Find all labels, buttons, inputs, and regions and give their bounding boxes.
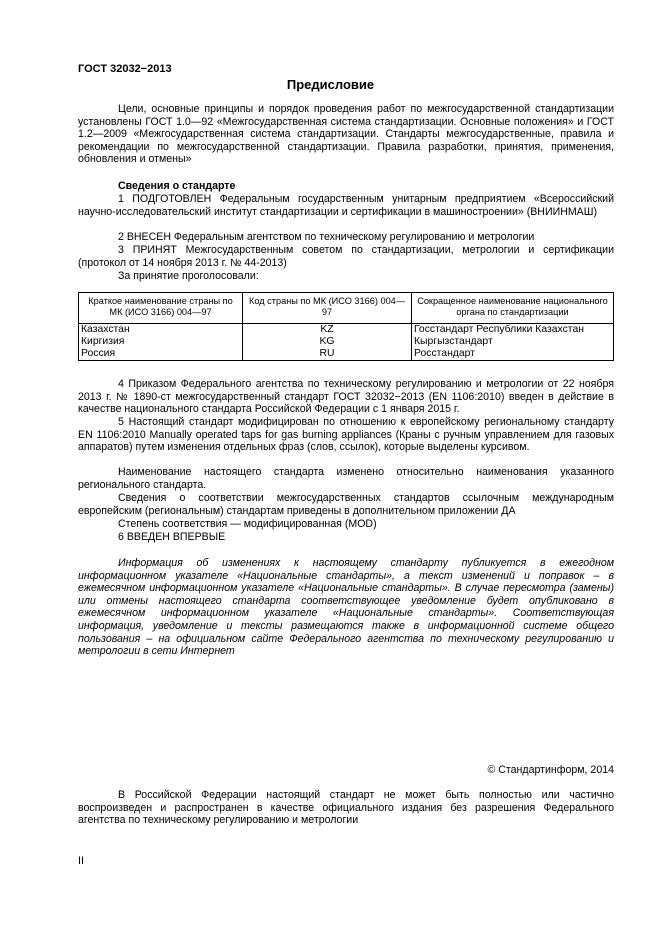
item-5-paragraph: 5 Настоящий стандарт модифицирован по отношению к европейскому региональному стандарту EN 1106:2010 Manually operated taps for gas burning appliances (Краны с ручным управлением для газовых аппаратов) путем изменения отдельных фраз (слов, ссылок), которые выделены курсивом. [78, 416, 614, 454]
code-cell: KZ [243, 324, 412, 337]
info-heading: Сведения о стандарте [118, 180, 236, 192]
name-change-paragraph: Наименование настоящего стандарта изменено относительно наименования указанного регионального стандарта. [78, 466, 614, 491]
table-row [79, 324, 614, 337]
table-row [79, 336, 614, 348]
info-item-2: 2 ВНЕСЕН Федеральным агентством по техническому регулированию и метрологии [118, 231, 535, 243]
item-6-paragraph: 6 ВВЕДЕН ВПЕРВЫЕ [118, 531, 226, 543]
column-header-country: Краткое наименование страны по МК (ИСО 3166) 004—97 [79, 293, 243, 324]
document-code: ГОСТ 32032−2013 [78, 63, 172, 75]
legal-paragraph: В Российской Федерации настоящий стандарт не может быть полностью или частично воспроизведен и распространен в качестве официального издания без разрешения Федерального агентства по техническому регулированию и метрологии [78, 789, 614, 827]
country-cell: Киргизия [79, 336, 243, 348]
country-cell: Россия [79, 348, 243, 361]
notice-paragraph: Информация об изменениях к настоящему стандарту публикуется в ежегодном информационном указателе «Национальные стандарты», а текст изменений и поправок – в ежемесячном информационном указателе «Национальные стандарты». В случае пересмотра (замены) или отмены настоящего стандарта соответствующее уведомление будет опубликовано в ежемесячном информационном указателе «Национальные стандарты». Соответствующая информация, уведомление и тексты размещаются также в информационной системе общего пользования – на официальном сайте Федерального агентства по техническому регулированию и метрологии в сети Интернет [78, 557, 614, 658]
column-header-code: Код страны по МК (ИСО 3166) 004—97 [243, 293, 412, 324]
table-row [79, 348, 614, 361]
intro-paragraph: Цели, основные принципы и порядок проведения работ по межгосударственной стандартизации установлены ГОСТ 1.0—92 «Межгосударственная система стандартизации. Основные положения» и ГОСТ 1.2—2009 «Межгосударственная система стандартизации. Стандарты межгосударственные, правила и рекомендации по межгосударственной стандартизации. Правила разработки, принятия, применения, обновления и отмены» [78, 103, 614, 166]
info-item-1: 1 ПОДГОТОВЛЕН Федеральным государственным унитарным предприятием «Всероссийский научно-исследовательский институт стандартизации и сертификации в машиностроении» (ВНИИНМАШ) [78, 193, 614, 218]
country-cell: Казахстан [79, 324, 243, 337]
table-header-row [79, 293, 614, 324]
voting-table [78, 292, 614, 361]
body-cell: Росстандарт [412, 348, 614, 361]
body-cell: Кыргызстандарт [412, 336, 614, 348]
copyright-line: © Стандартинформ, 2014 [487, 764, 614, 776]
body-cell: Госстандарт Республики Казахстан [412, 324, 614, 337]
item-4-paragraph: 4 Приказом Федерального агентства по техническому регулированию и метрологии от 22 ноября 2013 г. № 1890-ст межгосударственный стандарт ГОСТ 32032−2013 (EN 1106:2010) введен в действие в качестве национального стандарта Российской Федерации с 1 января 2015 г. [78, 378, 614, 416]
degree-paragraph: Степень соответствия — модифицированная (MOD) [118, 518, 377, 530]
voted-label: За принятие проголосовали: [118, 270, 259, 282]
code-cell: KG [243, 336, 412, 348]
page-number: II [78, 855, 85, 867]
info-item-3: 3 ПРИНЯТ Межгосударственным советом по стандартизации, метрологии и сертификации (протокол от 14 ноября 2013 г. № 44-2013) [78, 244, 614, 269]
code-cell: RU [243, 348, 412, 361]
page-title: Предисловие [286, 77, 375, 92]
compliance-paragraph: Сведения о соответствии межгосударственных стандартов ссылочным международным европейским (региональным) стандартам приведены в дополнительном приложении ДА [78, 492, 614, 517]
column-header-body: Сокращенное наименование национального органа по стандартизации [412, 293, 614, 324]
